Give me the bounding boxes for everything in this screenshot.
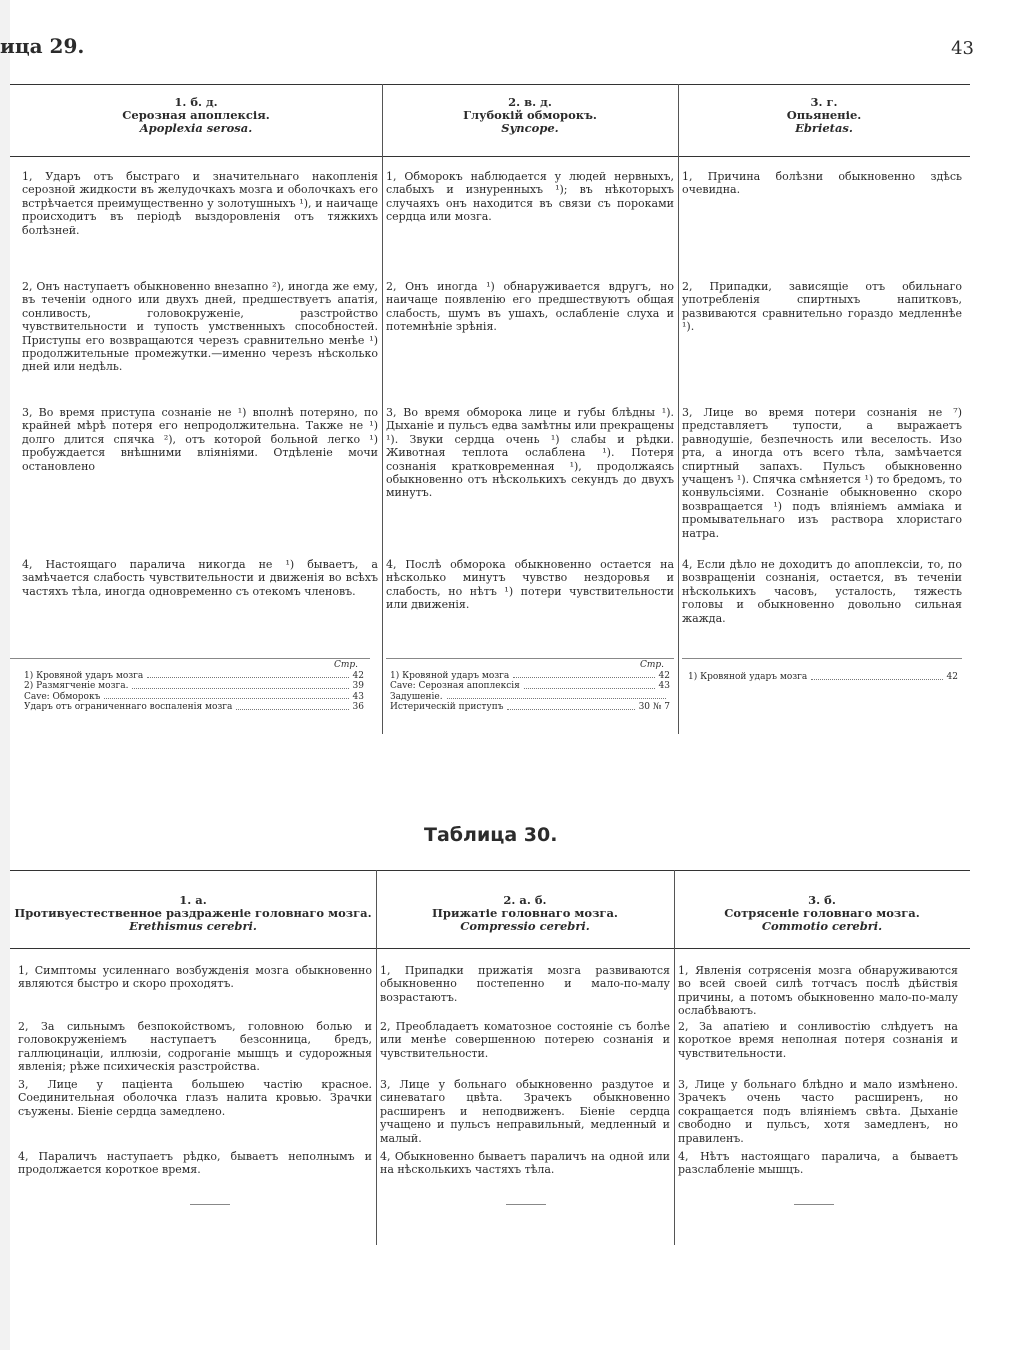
reference-list xyxy=(390,660,670,713)
reference-row xyxy=(24,702,364,713)
symptom-cell: 3, Во время обморока лице и губы блѣдны ¹). Дыханіе и пульсъ едва замѣтны или прекращены ¹). Звуки сердца очень ¹) слабы и рѣдки. Животная теплота ослаблена ¹). Потеря сознанія кратковременная ¹), продолжаясь обыкновенно отъ нѣсколькихъ секундъ до двухъ минутъ. xyxy=(386,406,674,500)
column-title: Глубокій обморокъ. xyxy=(463,108,597,122)
symptom-cell: 2, За сильнымъ безпокойствомъ, головною болью и головокруженіемъ наступаетъ безсонница, бредъ, галлюцинаціи, иллюзіи, содроганіе мышцъ и судорожныя явленія; рѣже психическія разстройства. xyxy=(18,1020,372,1074)
column-number: 2. а. б. xyxy=(503,893,547,907)
column-latin-title: Ebrietas. xyxy=(795,121,853,135)
table-top-rule xyxy=(10,870,970,871)
column-number: 3. г. xyxy=(810,95,838,109)
page-edge xyxy=(0,0,10,1350)
column-latin-title: Erethismus cerebri. xyxy=(129,919,257,933)
end-rule xyxy=(506,1204,546,1205)
page-column-label: Стр. xyxy=(333,660,358,670)
reference-row xyxy=(390,692,670,703)
column-number: 1. а. xyxy=(179,893,207,907)
reference-text: 2) Размягченіе мозга. xyxy=(24,681,129,691)
symptom-cell: 4, Послѣ обморока обыкновенно остается на нѣсколько минутъ чувство нездоровья и слабость, но нѣтъ ¹) потери чувствительности или движенія. xyxy=(386,558,674,612)
reference-row xyxy=(24,692,364,703)
reference-page: 43 xyxy=(352,691,364,702)
reference-text: Cave: Обморокъ xyxy=(24,691,101,702)
reference-text: 1) Кровяной ударъ мозга xyxy=(688,672,808,682)
symptom-cell: 2, Онъ наступаетъ обыкновенно внезапно ²), иногда же ему, въ теченіи одного или двухъ дней, предшествуетъ апатія, сонливость, головокруженіе, разстройство чувствительности и тупость умственныхъ способностей. Приступы его возвращаются черезъ сравнительно менѣе ¹) продолжительные промежутки.—именно черезъ нѣсколько дней или недѣль. xyxy=(22,280,378,374)
symptom-cell: 3, Лице во время потери сознанія не ⁷) представляетъ тупости, а выражаетъ равнодушіе, безпечность или веселость. Изо рта, а иногда отъ всего тѣла, замѣчается спиртный запахъ. Пульсъ обыкновенно учащенъ ¹). Спячка смѣняется ¹) то бредомъ, то конвульсіями. Сознаніе обыкновенно скоро возвращается ¹) подъ вліяніемъ аммiака и промывательнаго изъ раствора хлористаго натра. xyxy=(682,406,962,540)
column-latin-title: Syncope. xyxy=(501,121,559,135)
reference-text: 1) Кровяной ударъ мозга xyxy=(24,670,144,681)
column-title: Противуестественное раздраженіе головнаго мозга. xyxy=(14,906,372,920)
reference-page: 42 xyxy=(658,670,670,681)
reference-row xyxy=(24,671,364,682)
column-number: 1. б. д. xyxy=(174,95,218,109)
column-number: 2. в. д. xyxy=(508,95,552,109)
symptom-cell: 4, Если дѣло не доходитъ до апоплексіи, то, по возвращеніи сознанія, остается, въ теченіи нѣсколькихъ часовъ, усталость, тяжесть головы и обыкновенно довольно сильная жажда. xyxy=(682,558,962,625)
reference-page: 36 xyxy=(352,702,364,712)
reference-text: Задушеніе. xyxy=(390,691,443,702)
reference-page: 42 xyxy=(946,672,958,682)
column-divider xyxy=(678,84,679,734)
end-rule xyxy=(794,1204,834,1205)
symptom-cell: 2, За апатіею и сонливостію слѣдуетъ на короткое время неполная потеря сознанія и чувствительности. xyxy=(678,1020,958,1060)
symptom-cell: 1, Симптомы усиленнаго возбужденія мозга обыкновенно являются быстро и скоро проходятъ. xyxy=(18,964,372,991)
symptom-cell: 1, Обморокъ наблюдается у людей нервныхъ, слабыхъ и изнуренныхъ ¹); въ нѣкоторыхъ случаяхъ онъ находится въ связи съ пороками сердца или мозга. xyxy=(386,170,674,224)
page-number: 43 xyxy=(951,38,974,59)
reference-page: 43 xyxy=(658,681,670,691)
footnote-rule xyxy=(386,658,674,659)
page-header-title: ица 29. xyxy=(0,34,85,58)
reference-page: 42 xyxy=(352,670,364,681)
footnote-rule xyxy=(10,658,370,659)
column-latin-title: Apoplexia serosa. xyxy=(139,121,253,135)
symptom-cell: 2, Припадки, зависящіе отъ обильнаго употребленія спиртныхъ напитковъ, развиваются сравнительно гораздо медленнѣе ¹). xyxy=(682,280,962,334)
symptom-cell: 4, Параличъ наступаетъ рѣдко, бываетъ неполнымъ и продолжается короткое время. xyxy=(18,1150,372,1177)
reference-text: Cave: Серозная апоплексія xyxy=(390,681,520,691)
reference-row xyxy=(390,702,670,713)
page-column-label: Стр. xyxy=(639,660,664,670)
symptom-cell: 3, Лице у больнаго обыкновенно раздутое и синеватаго цвѣта. Зрачекъ обыкновенно расширенъ и неподвиженъ. Біеніе сердца учащено и пульсъ неправильный, медленный и малый. xyxy=(380,1078,670,1145)
symptom-cell: 3, Во время приступа сознаніе не ¹) вполнѣ потеряно, по крайней мѣрѣ потеря его непродолжительна. Также не ¹) долго длится спячка ²), отъ которой больной легко ¹) пробуждается внѣшними вліяніями. Отдѣленіе мочи остановлено xyxy=(22,406,378,473)
symptom-cell: 4, Нѣтъ настоящаго паралича, а бываетъ разслабленіе мышцъ. xyxy=(678,1150,958,1177)
reference-row xyxy=(390,681,670,692)
symptom-cell: 2, Преобладаетъ коматозное состояніе съ болѣе или менѣе совершенною потерею сознанія и чувствительности. xyxy=(380,1020,670,1060)
reference-row xyxy=(390,671,670,682)
symptom-cell: 1, Причина болѣзни обыкновенно здѣсь очевидна. xyxy=(682,170,962,197)
table-top-rule xyxy=(10,84,970,85)
reference-text: 1) Кровяной ударъ мозга xyxy=(390,670,510,681)
column-title: Серозная апоплексія. xyxy=(122,108,270,122)
reference-list xyxy=(24,660,364,713)
reference-page: 30 № 7 xyxy=(638,702,670,712)
column-header xyxy=(674,894,970,933)
column-header xyxy=(678,96,970,135)
column-divider xyxy=(382,84,383,734)
table-header-rule xyxy=(10,948,970,949)
column-header xyxy=(376,894,674,933)
column-title: Опьяненіе. xyxy=(786,108,862,122)
column-header xyxy=(10,96,382,135)
table-29 xyxy=(10,84,970,734)
column-header xyxy=(382,96,678,135)
symptom-cell: 1, Припадки прижатія мозга развиваются обыкновенно постепенно и мало-по-малу возрастаютъ. xyxy=(380,964,670,1004)
symptom-cell: 3, Лице у паціента большею частію красное. Соединительная оболочка глазъ налита кровью. Зрачки съужены. Біеніе сердца замедлено. xyxy=(18,1078,372,1118)
reference-text: Ударъ отъ ограниченнаго воспаленія мозга xyxy=(24,702,233,712)
column-latin-title: Compressio cerebri. xyxy=(460,919,590,933)
symptom-cell: 4, Обыкновенно бываетъ параличъ на одной или на нѣсколькихъ частяхъ тѣла. xyxy=(380,1150,670,1177)
column-title: Сотрясеніе головнаго мозга. xyxy=(724,906,920,920)
column-header xyxy=(10,894,376,933)
table-30 xyxy=(10,870,970,1245)
symptom-cell: 1, Ударъ отъ быстраго и значительнаго накопленія серозной жидкости въ желудочкахъ мозга и оболочкахъ его встрѣчается преимущественно у золотушныхъ ¹), и наичаще происходитъ въ періодѣ выздоровленія отъ тяжкихъ болѣзней. xyxy=(22,170,378,237)
symptom-cell: 3, Лице у больнаго блѣдно и мало измѣнено. Зрачекъ очень часто расширенъ, но сокращается подъ вліяніемъ свѣта. Дыханіе свободно и пульсъ, хотя замедленъ, но правиленъ. xyxy=(678,1078,958,1145)
column-title: Прижатіе головнаго мозга. xyxy=(432,906,618,920)
reference-row xyxy=(688,672,958,683)
symptom-cell: 4, Настоящаго паралича никогда не ¹) бываетъ, а замѣчается слабость чувствительности и движенія во всѣхъ частяхъ тѣла, иногда одновременно съ отекомъ членовъ. xyxy=(22,558,378,598)
table-30-title: Таблица 30. xyxy=(424,824,558,846)
table-header-rule xyxy=(10,156,970,157)
end-rule xyxy=(190,1204,230,1205)
reference-text: Истерическій приступъ xyxy=(390,702,504,712)
symptom-cell: 2, Онъ иногда ¹) обнаруживается вдругъ, но наичаще появленію его предшествуютъ общая слабость, шумъ въ ушахъ, ослабленіе слуха и потемнѣніе зрѣнія. xyxy=(386,280,674,334)
column-latin-title: Commotio cerebri. xyxy=(761,919,883,933)
reference-list xyxy=(688,672,958,683)
reference-row xyxy=(24,681,364,692)
symptom-cell: 1, Явленія сотрясенія мозга обнаруживаются во всей своей силѣ тотчасъ послѣ дѣйствія причины, а потомъ обыкновенно мало-по-малу ослабѣваютъ. xyxy=(678,964,958,1018)
column-number: 3. б. xyxy=(808,893,836,907)
reference-page: 39 xyxy=(352,681,364,691)
footnote-rule xyxy=(682,658,962,659)
